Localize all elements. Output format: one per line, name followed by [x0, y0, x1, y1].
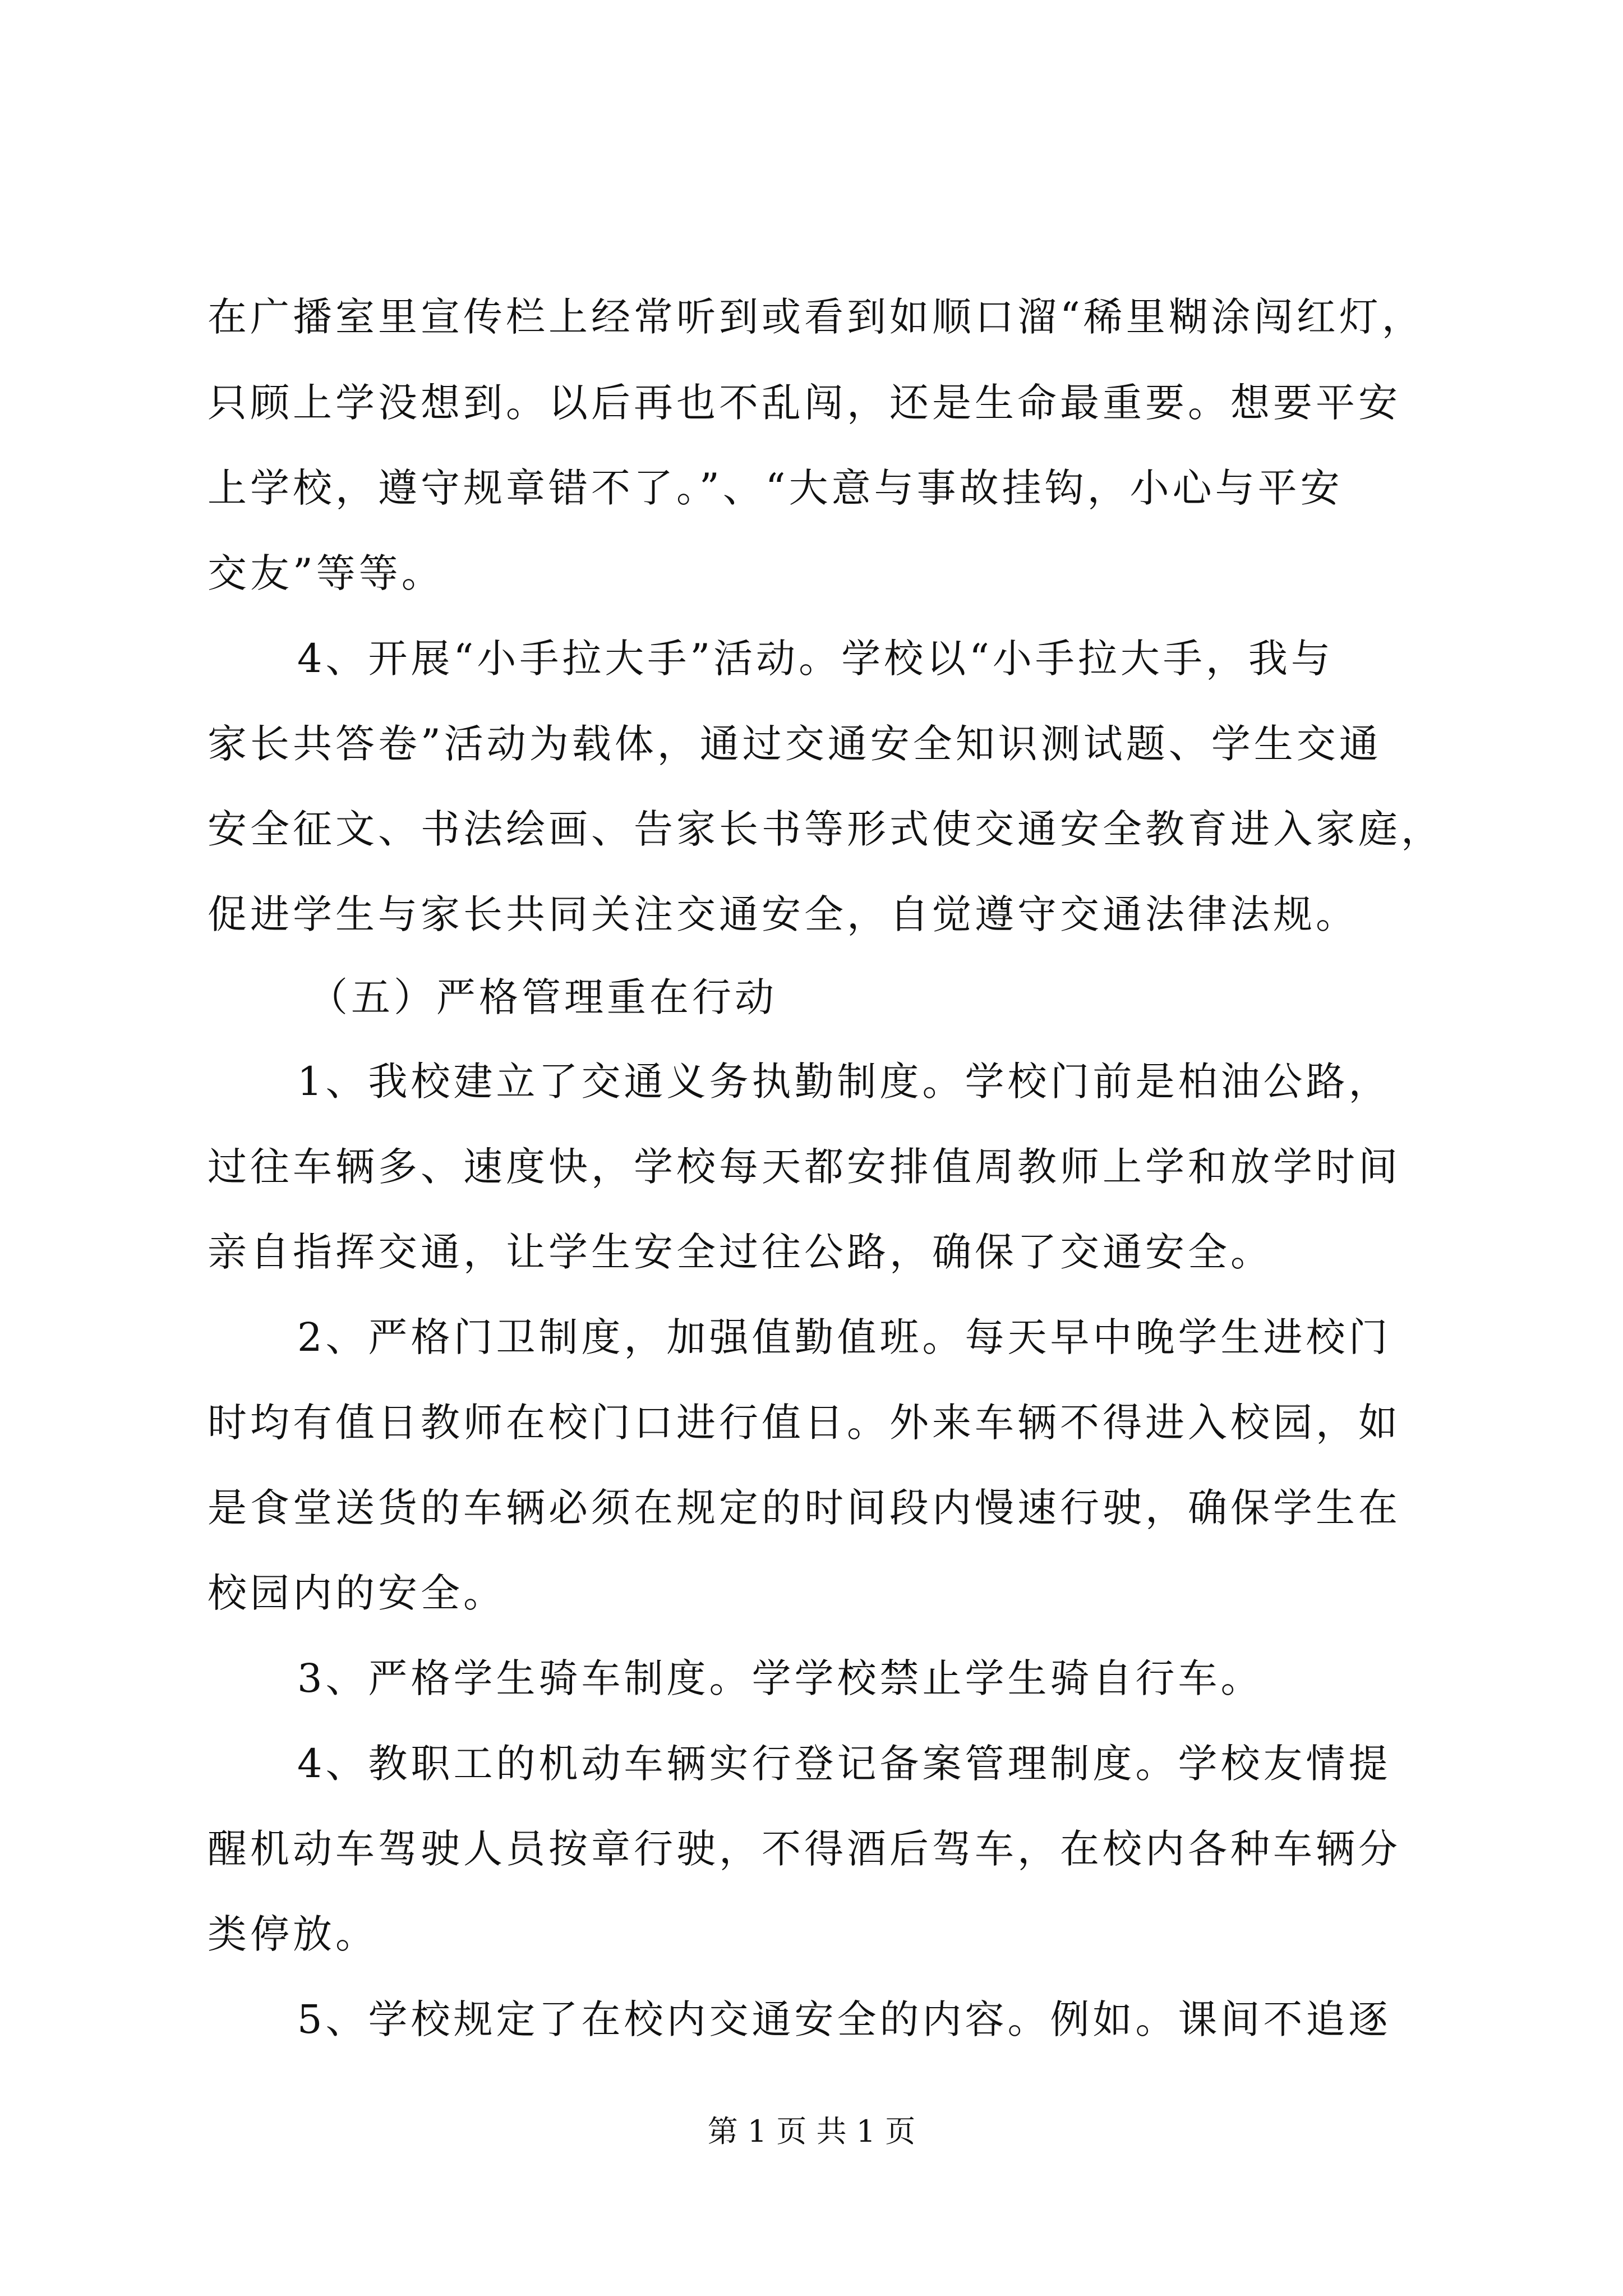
text-line: 醒机动车驾驶人员按章行驶，不得酒后驾车，在校内各种车辆分 — [208, 1826, 1401, 1872]
text-line: 校园内的安全。 — [208, 1570, 506, 1616]
text-line: 3、严格学生骑车制度。学学校禁止学生骑自行车。 — [297, 1655, 1264, 1701]
text-line: 只顾上学没想到。以后再也不乱闯，还是生命最重要。想要平安 — [208, 380, 1401, 426]
text-line: 过往车辆多、速度快，学校每天都安排值周教师上学和放学时间 — [208, 1144, 1401, 1190]
text-line: 5、学校规定了在校内交通安全的内容。例如。课间不追逐 — [297, 1996, 1391, 2042]
text-line: 上学校，遵守规章错不了。”、“大意与事故挂钩，小心与平安 — [208, 465, 1343, 511]
text-line: 交友”等等。 — [208, 550, 444, 596]
text-line: 亲自指挥交通，让学生安全过往公路，确保了交通安全。 — [208, 1229, 1273, 1275]
text-line: 2、严格门卫制度，加强值勤值班。每天早中晚学生进校门 — [297, 1314, 1391, 1360]
text-line: 类停放。 — [208, 1911, 378, 1957]
text-line: 是食堂送货的车辆必须在规定的时间段内慢速行驶，确保学生在 — [208, 1485, 1401, 1531]
text-line: 在广播室里宣传栏上经常听到或看到如顺口溜“稀里糊涂闯红灯， — [208, 294, 1424, 340]
text-line: 安全征文、书法绘画、告家长书等形式使交通安全教育进入家庭， — [208, 806, 1444, 852]
page-number-footer: 第 1 页 共 1 页 — [707, 2114, 916, 2149]
text-line: 促进学生与家长共同关注交通安全，自觉遵守交通法律法规。 — [208, 891, 1358, 937]
text-line: 家长共答卷”活动为载体，通过交通安全知识测试题、学生交通 — [208, 721, 1382, 767]
text-line: 1、我校建立了交通义务执勤制度。学校门前是柏油公路， — [297, 1059, 1391, 1105]
text-line: 4、开展“小手拉大手”活动。学校以“小手拉大手，我与 — [297, 636, 1334, 682]
text-line: 时均有值日教师在校门口进行值日。外来车辆不得进入校园，如 — [208, 1400, 1401, 1446]
section-heading: （五）严格管理重在行动 — [308, 974, 777, 1020]
text-line: 4、教职工的机动车辆实行登记备案管理制度。学校友情提 — [297, 1741, 1391, 1787]
